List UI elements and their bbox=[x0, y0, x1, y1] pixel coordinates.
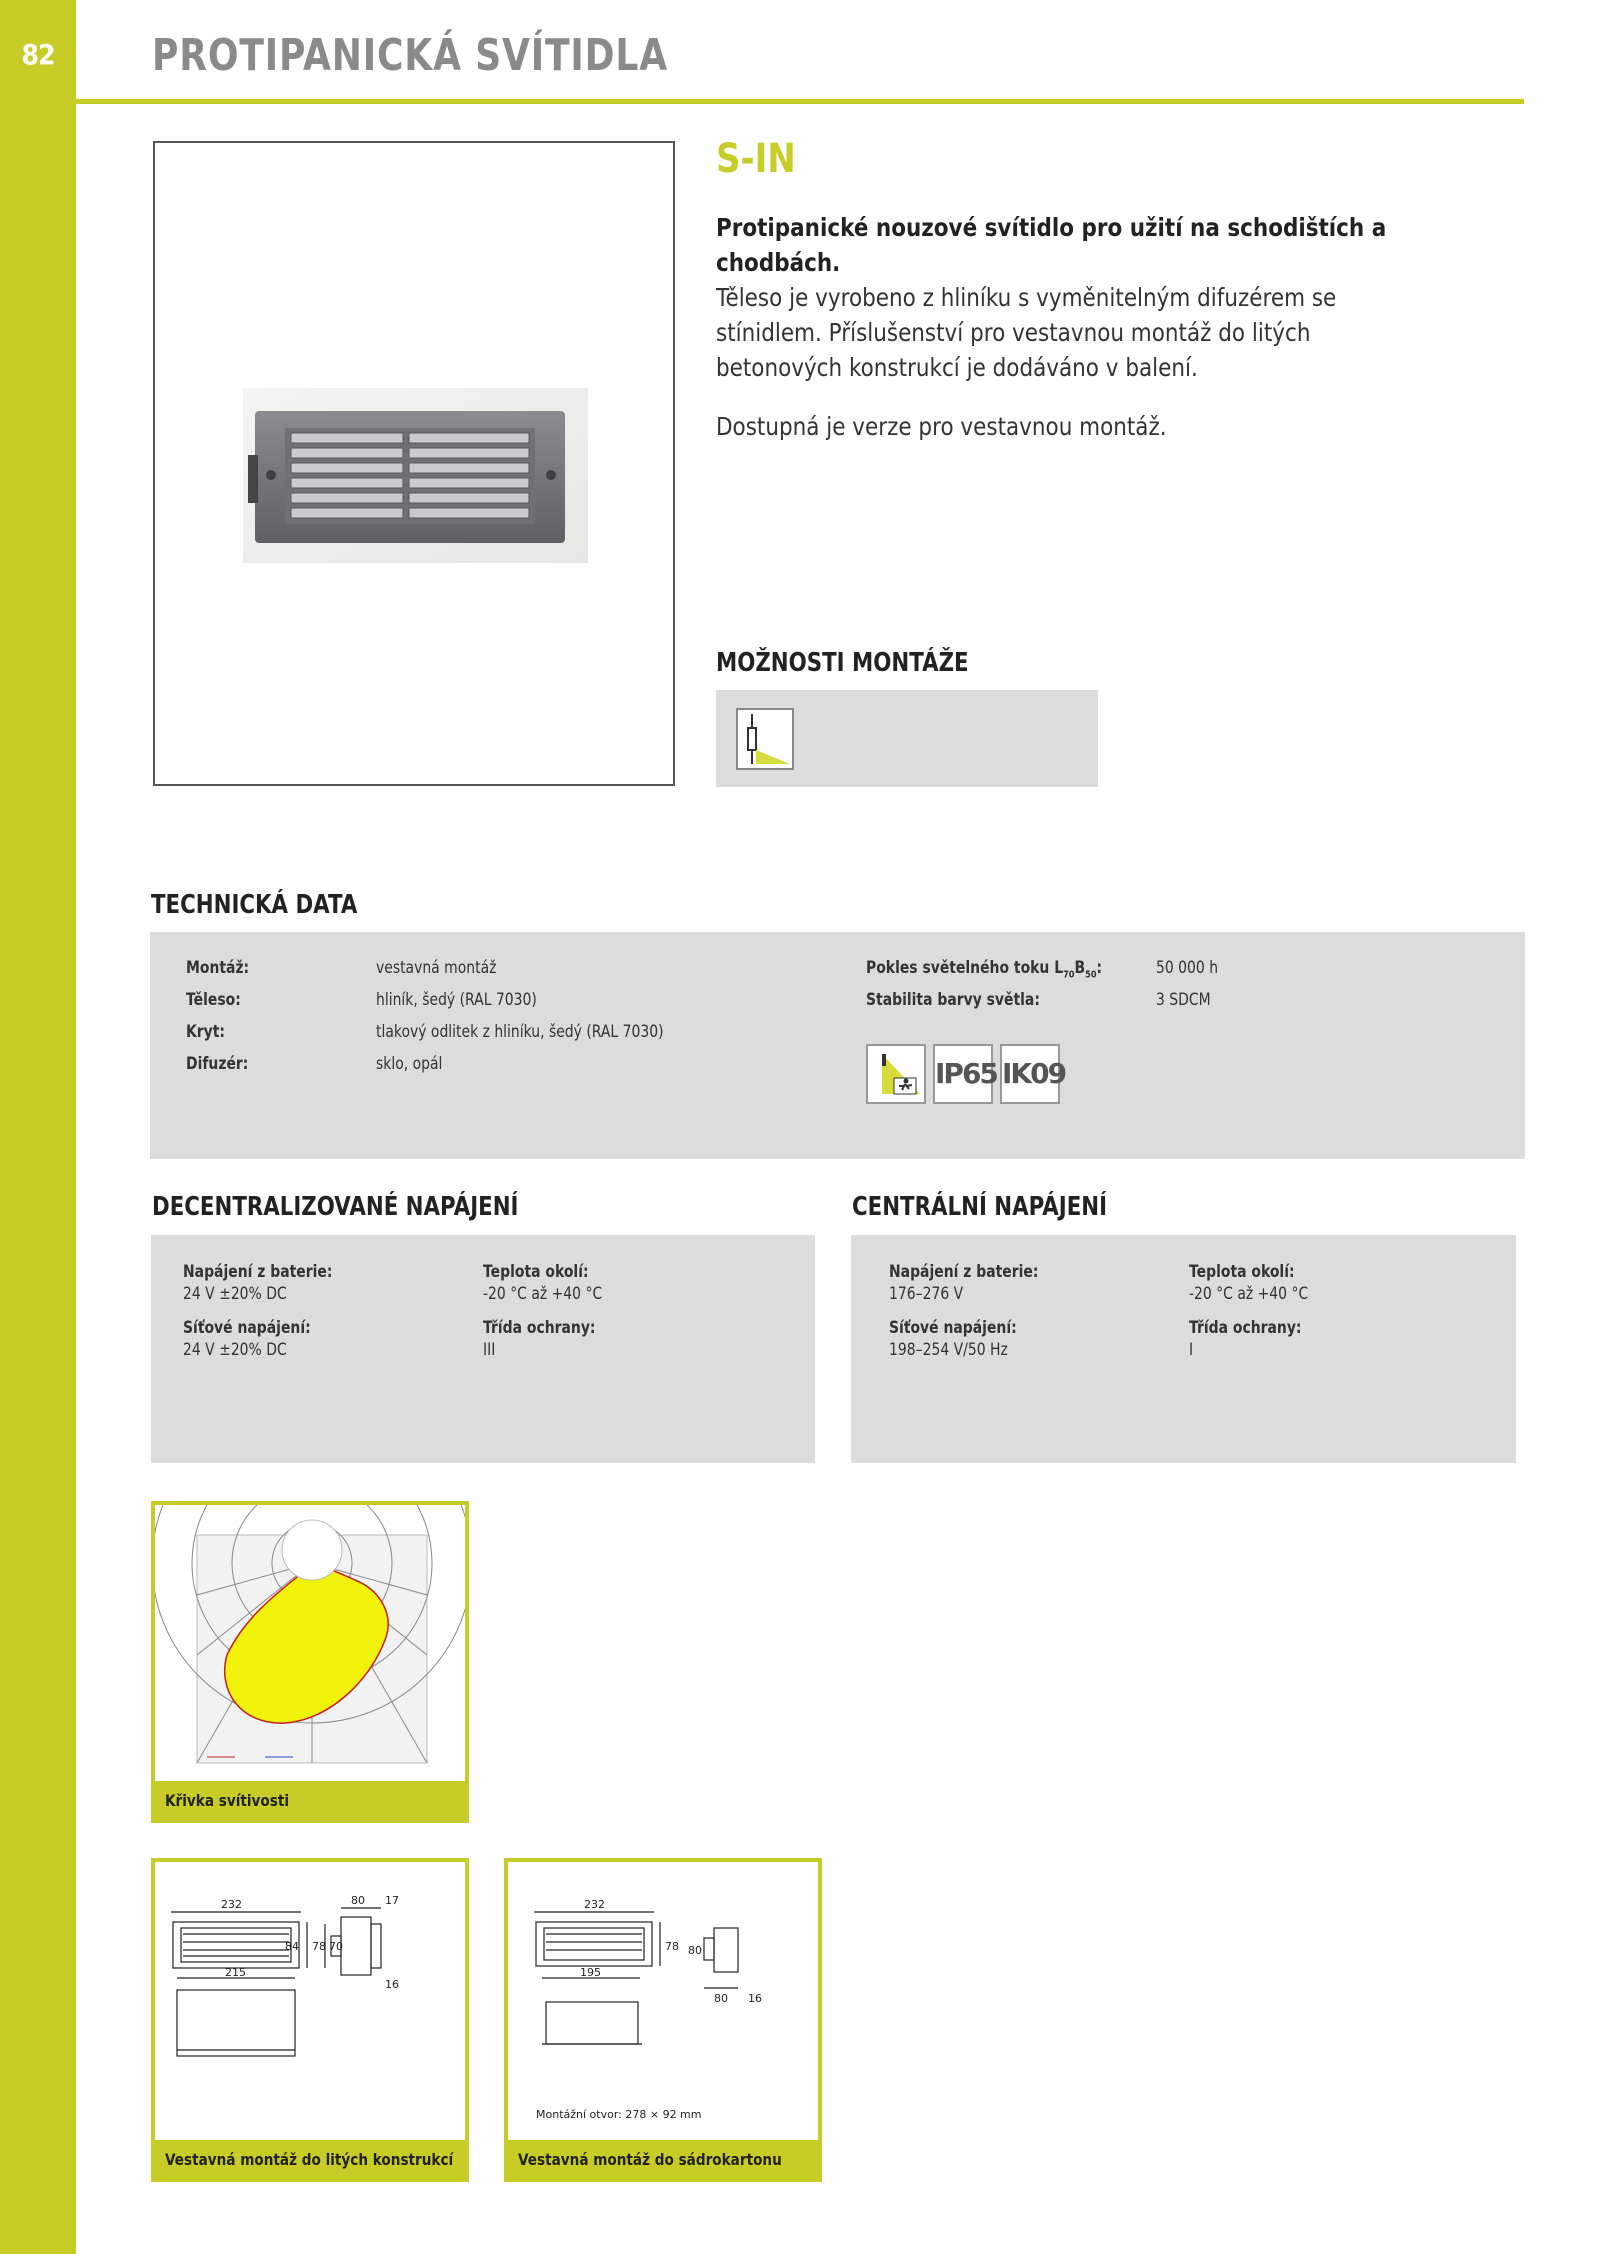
drywall-mount-drawing bbox=[508, 1862, 818, 2142]
spec-value: -20 °C až +40 °C bbox=[1189, 1284, 1309, 1304]
concrete-caption: Vestavná montáž do litých konstrukcí bbox=[165, 2150, 454, 2169]
dim-b: 16 bbox=[385, 1978, 399, 1991]
dim-h3: 70 bbox=[329, 1940, 343, 1953]
spec-label: Třída ochrany: bbox=[1189, 1318, 1302, 1338]
title-divider bbox=[76, 99, 1524, 104]
caption-bar bbox=[508, 2140, 818, 2178]
spec-label: Montáž: bbox=[186, 958, 250, 978]
spec-label: Těleso: bbox=[186, 990, 241, 1010]
spec-value: 3 SDCM bbox=[1156, 990, 1211, 1010]
product-name: S-IN bbox=[716, 136, 796, 182]
emergency-exit-icon bbox=[866, 1044, 926, 1104]
spec-label: Napájení z baterie: bbox=[183, 1262, 333, 1282]
page-title: PROTIPANICKÁ SVÍTIDLA bbox=[152, 30, 668, 81]
spec-value: vestavná montáž bbox=[376, 958, 497, 978]
recessed-wall-mount-icon bbox=[736, 708, 794, 770]
spec-value: hliník, šedý (RAL 7030) bbox=[376, 990, 537, 1010]
caption-bar bbox=[155, 1781, 465, 1819]
spec-label: Síťové napájení: bbox=[889, 1318, 1017, 1338]
spec-label: Kryt: bbox=[186, 1022, 226, 1042]
spec-label: Stabilita barvy světla: bbox=[866, 990, 1040, 1010]
spec-value: 24 V ±20% DC bbox=[183, 1340, 287, 1360]
drywall-caption: Vestavná montáž do sádrokartonu bbox=[518, 2150, 782, 2169]
page-sidebar bbox=[0, 0, 76, 2254]
dim-height: 78 bbox=[312, 1940, 326, 1953]
spec-label: Napájení z baterie: bbox=[889, 1262, 1039, 1282]
page-number: 82 bbox=[21, 38, 55, 71]
concrete-mount-figure bbox=[151, 1858, 469, 2182]
product-photo bbox=[155, 143, 673, 784]
spec-value: III bbox=[483, 1340, 496, 1360]
light-curve-figure bbox=[151, 1501, 469, 1823]
ik-rating-badge: IK09 bbox=[1000, 1044, 1060, 1104]
spec-label: Teplota okolí: bbox=[1189, 1262, 1295, 1282]
dim-depth: 80 bbox=[351, 1894, 365, 1907]
tech-heading: TECHNICKÁ DATA bbox=[151, 890, 358, 920]
decentral-heading: DECENTRALIZOVANÉ NAPÁJENÍ bbox=[152, 1192, 519, 1222]
concrete-mount-drawing bbox=[155, 1862, 465, 2142]
ip-rating-badge: IP65 bbox=[933, 1044, 993, 1104]
caption-bar bbox=[155, 2140, 465, 2178]
spec-value: 50 000 h bbox=[1156, 958, 1219, 978]
dim-h2: 80 bbox=[688, 1944, 702, 1957]
dim-depth: 80 bbox=[714, 1992, 728, 2005]
dim-height: 78 bbox=[665, 1940, 679, 1953]
spec-value: 24 V ±20% DC bbox=[183, 1284, 287, 1304]
spec-label-flux: Pokles světelného toku $L_{70}B_{50}$: bbox=[866, 958, 1103, 981]
drywall-cutout-note: Montážní otvor: 278 × 92 mm bbox=[536, 2108, 702, 2121]
intro-lead: Protipanické nouzové svítidlo pro užití na schodištích a chodbách. bbox=[716, 213, 1387, 277]
dim-base: 215 bbox=[225, 1966, 246, 1979]
spec-value: I bbox=[1189, 1340, 1194, 1360]
dim-b: 16 bbox=[748, 1992, 762, 2005]
dim-flange: 17 bbox=[385, 1894, 399, 1907]
intro-note: Dostupná je verze pro vestavnou montáž. bbox=[716, 412, 1167, 441]
spec-value: 198–254 V/50 Hz bbox=[889, 1340, 1008, 1360]
product-description bbox=[716, 210, 1421, 468]
spec-value: tlakový odlitek z hliníku, šedý (RAL 7030) bbox=[376, 1022, 664, 1042]
spec-label: Třída ochrany: bbox=[483, 1318, 596, 1338]
product-photo-frame bbox=[153, 141, 675, 786]
spec-label: Difuzér: bbox=[186, 1054, 249, 1074]
tech-data-panel bbox=[150, 932, 1525, 1159]
spec-label: Teplota okolí: bbox=[483, 1262, 589, 1282]
drywall-mount-figure bbox=[504, 1858, 822, 2182]
mounting-heading: MOŽNOSTI MONTÁŽE bbox=[716, 648, 969, 678]
spec-value: sklo, opál bbox=[376, 1054, 443, 1074]
spec-value: 176–276 V bbox=[889, 1284, 964, 1304]
spec-value: -20 °C až +40 °C bbox=[483, 1284, 603, 1304]
dim-width: 232 bbox=[221, 1898, 242, 1911]
dim-base: 195 bbox=[580, 1966, 601, 1979]
central-heading: CENTRÁLNÍ NAPÁJENÍ bbox=[852, 1192, 1108, 1222]
intro-text: Těleso je vyrobeno z hliníku s vyměnitelným difuzérem se stínidlem. Příslušenství pro vestavnou montáž do litých betonových konstrukcí je dodáváno v balení. bbox=[716, 283, 1337, 382]
spec-label: Síťové napájení: bbox=[183, 1318, 311, 1338]
dim-width: 232 bbox=[584, 1898, 605, 1911]
curve-caption: Křivka svítivosti bbox=[165, 1791, 289, 1810]
dim-h2: 84 bbox=[285, 1940, 299, 1953]
polar-light-curve bbox=[155, 1505, 465, 1780]
